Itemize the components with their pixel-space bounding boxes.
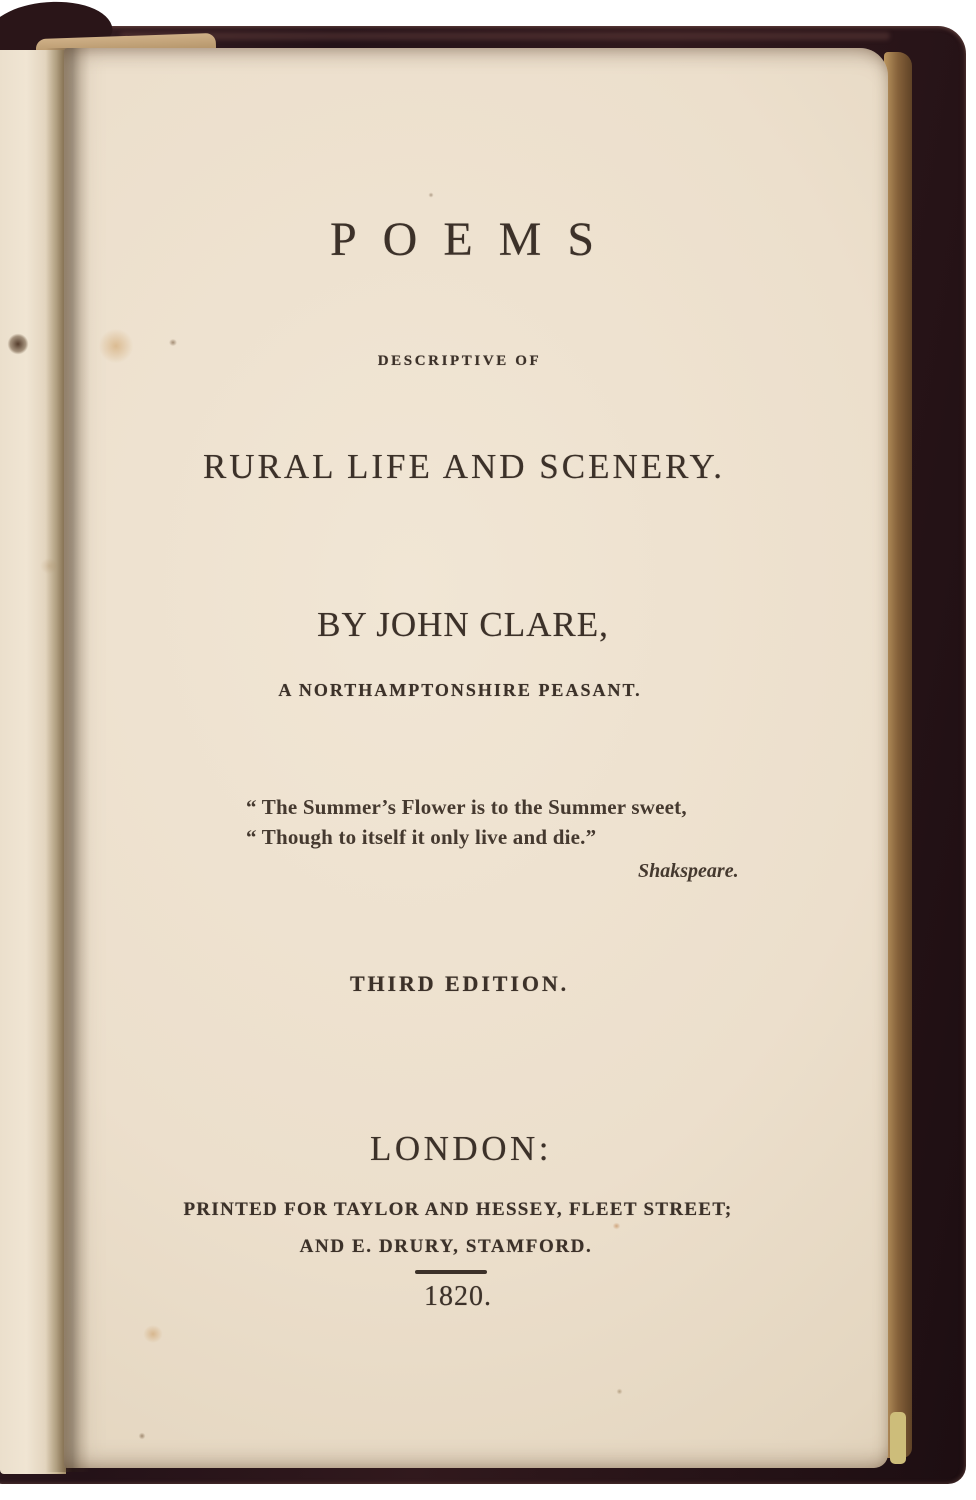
epigraph <box>246 792 726 852</box>
half-title-prefix: DESCRIPTIVE OF <box>377 353 542 369</box>
book-title: POEMS <box>329 213 621 266</box>
imprint-publisher-line-1: PRINTED FOR TAYLOR AND HESSEY, FLEET STREET; <box>183 1199 733 1220</box>
edition-notice: THIRD EDITION. <box>349 971 570 996</box>
epigraph-line-2: “ Though to itself it only live and die.” <box>246 825 597 849</box>
author-description: A NORTHAMPTONSHIRE PEASANT. <box>278 680 642 700</box>
epigraph-line-1: “ The Summer’s Flower is to the Summer sweet, <box>246 795 687 819</box>
epigraph-attribution: Shakspeare. <box>638 860 739 882</box>
book-subtitle: RURAL LIFE AND SCENERY. <box>202 447 726 486</box>
imprint-divider <box>415 1270 487 1274</box>
imprint-year: 1820. <box>424 1281 492 1312</box>
imprint-publisher-line-2: AND E. DRURY, STAMFORD. <box>299 1236 593 1257</box>
author-byline: BY JOHN CLARE, <box>317 605 609 644</box>
imprint-city: LONDON: <box>370 1129 552 1168</box>
